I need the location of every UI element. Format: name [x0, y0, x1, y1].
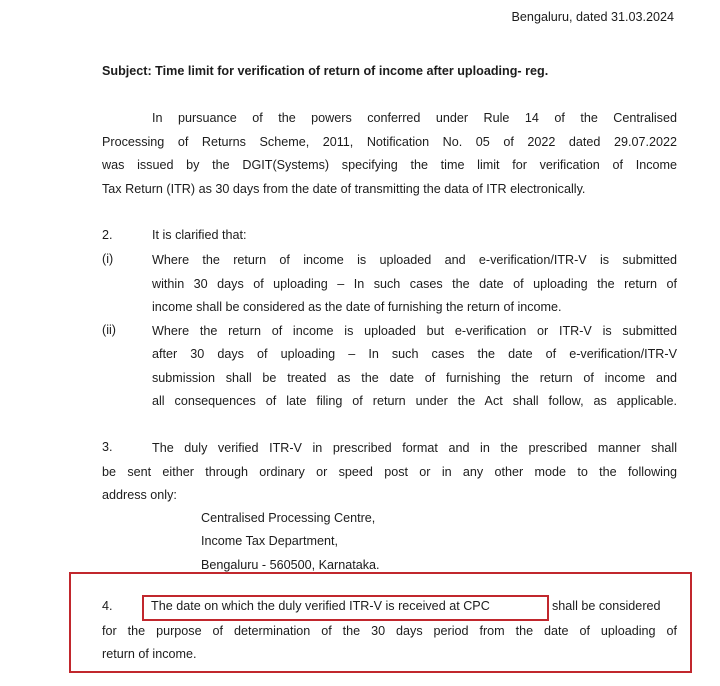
paragraph-1-line: Processing of Returns Scheme, 2011, Notification No. 05 of 2022 dated 29.07.2022 — [102, 135, 677, 149]
paragraph-4-line: for the purpose of determination of the 30 days period from the date of uploading of — [102, 624, 677, 638]
address-line: Bengaluru - 560500, Karnataka. — [201, 558, 380, 572]
item-line: Where the return of income is uploaded and e-verification/ITR-V is submitted — [152, 253, 677, 267]
paragraph-number: 2. — [102, 228, 113, 242]
paragraph-number: 4. — [102, 599, 113, 613]
paragraph-4-line: return of income. — [102, 647, 197, 661]
paragraph-4-continuation: shall be considered — [552, 599, 661, 613]
paragraph-2-intro: It is clarified that: — [152, 228, 247, 242]
item-line: all consequences of late filing of return under the Act shall follow, as applicable. — [152, 394, 677, 408]
item-line: within 30 days of uploading – In such cases the date of uploading the return of — [152, 277, 677, 291]
paragraph-1-line: Tax Return (ITR) as 30 days from the date of transmitting the data of ITR electronically. — [102, 182, 586, 196]
paragraph-1-line: was issued by the DGIT(Systems) specifying the time limit for verification of Income — [102, 158, 677, 172]
paragraph-3-line: The duly verified ITR-V in prescribed format and in the prescribed manner shall — [152, 441, 677, 455]
item-line: after 30 days of uploading – In such cases the date of e-verification/ITR-V — [152, 347, 677, 361]
address-line: Income Tax Department, — [201, 534, 338, 548]
item-line: Where the return of income is uploaded but e-verification or ITR-V is submitted — [152, 324, 677, 338]
address-line: Centralised Processing Centre, — [201, 511, 376, 525]
paragraph-3-line: be sent either through ordinary or speed post or in any other mode to the following — [102, 465, 677, 479]
place-date: Bengaluru, dated 31.03.2024 — [511, 10, 674, 24]
highlighted-statement: The date on which the duly verified ITR-V is received at CPC — [151, 599, 490, 613]
item-label: (i) — [102, 252, 114, 266]
paragraph-3-line: address only: — [102, 488, 177, 502]
paragraph-1-line: In pursuance of the powers conferred under Rule 14 of the Centralised — [152, 111, 677, 125]
subject-line: Subject: Time limit for verification of return of income after uploading- reg. — [102, 64, 549, 78]
item-label: (ii) — [102, 323, 116, 337]
item-line: submission shall be treated as the date of furnishing the return of income and — [152, 371, 677, 385]
paragraph-number: 3. — [102, 440, 113, 454]
item-line: income shall be considered as the date of furnishing the return of income. — [152, 300, 562, 314]
